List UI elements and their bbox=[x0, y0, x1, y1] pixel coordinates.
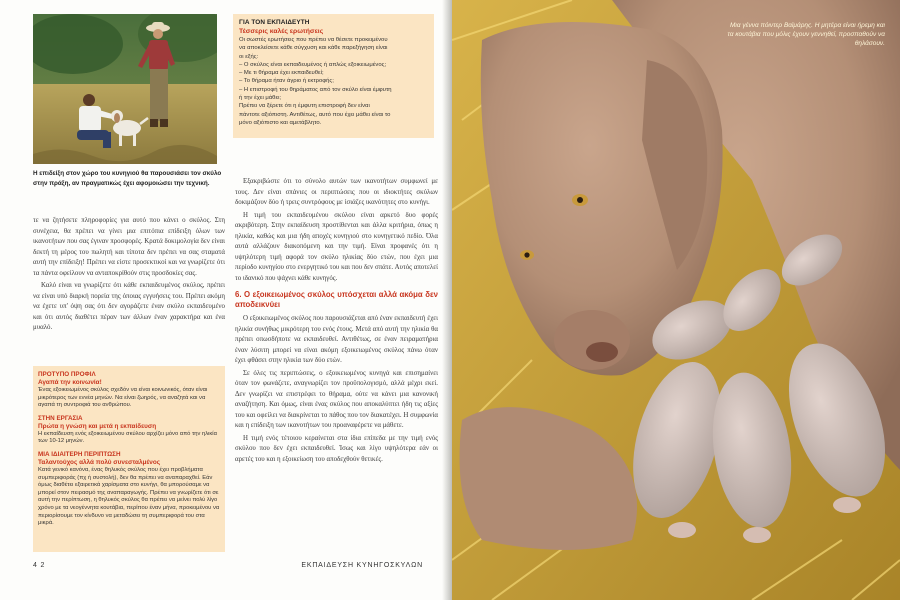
left-page bbox=[0, 0, 448, 600]
box-line: Πρέπει να ξέρετε ότι η έμφυτη επιστροφή δεν είναι bbox=[239, 103, 370, 110]
profile-section-text: Η εκπαίδευση ενός εξοικειωμένου σκύλου αρχίζει μόνο από την ηλικία των 10-12 μηνών. bbox=[38, 430, 217, 445]
page-number: 4 2 bbox=[33, 562, 46, 569]
box-line: πάντοτε αξιόπιστη. Αντιθέτως, αυτό που έχει μάθει είναι το bbox=[239, 111, 391, 118]
profile-section-heading: ΠΡΟΤΥΠΟ ΠΡΟΦΙΛ bbox=[38, 371, 96, 378]
box-line: μόνο αξιόπιστο και αμετάβλητο. bbox=[239, 119, 322, 126]
photo-caption-right: Μια γέννα πόιντερ Βαϊμάρης. Η μητέρα είναι ήρεμη και τα κουτάβια που μόλις έχουν γεννηθεί, προσπαθούν να θηλάσουν. bbox=[727, 22, 885, 47]
hunting-photo bbox=[33, 14, 217, 164]
body-paragraph: Ο εξοικειωμένος σκύλος που παρουσιάζεται από έναν εκπαιδευτή έχει ηλικία συνήθως μικρότερη του ενός έτους. Μετά από αυτή την ηλικία θα πρέπει οπωσδήποτε να εκπαιδευθεί. Αντιθέτως, σε έναν πειραματήρια έναν λύσιτη μπορεί να είναι ακόμη εξοικειωμένος σκύλος πάνω όταν έχει φθάσει στην ηλικία των δύο ετών. bbox=[235, 315, 438, 364]
box-line: – Η επιστροφή του θηράματος από τον σκύλο είναι έμφυτη bbox=[239, 86, 392, 93]
box-line: – Με τι θήραμα έχει εκπαιδευθεί; bbox=[239, 70, 324, 77]
profile-section-text: Κατά γενικό κανόνα, ένας θηλυκός σκύλος που έχει προβλήματα συμπεριφοράς (πχ ή συστολή), δεν θα πρέπει να αναπαραχθεί. Εάν όμως διαθέτει εξαιρετικά χαρίσματα στο κυνήγι, θα μπορούσαμε να μπορεί στον πειρασμό της αναπαραγωγής. Πρέπει να γνωρίζετε ότι σε αυτή την περίπτωση, η θηλυκός σκύλος θα πρέπει να μείνει πολύ λίγο χρόνο με τα νεογέννητα κουτάβια, περίπου έναν μήνα, προκειμένου να περιορίσουμε τον κίνδυνο να μεταδώσει τη συμπεριφορά του στα μικρά. bbox=[38, 466, 220, 527]
box-line: οι εξής: bbox=[239, 53, 259, 60]
page-gutter bbox=[442, 0, 452, 600]
body-paragraph: Καλό είναι να γνωρίζετε ότι κάθε εκπαιδευμένος σκύλος, πρέπει να είναι υπό διαρκή πορεία της όποιας εγγυήσεις του. Πρέπει ακόμη να έχετε υπ' όψη σας ότι δεν αγοράζετε έναν σκύλο εκπαιδευμένο και ότι αυτός διαθέτει πέραν των άλλων έναν χαρακτήρα και ένα μυαλό. bbox=[33, 282, 225, 331]
profile-info-box bbox=[33, 366, 225, 552]
left-text-column bbox=[33, 216, 225, 336]
photo-caption: Η επιδείξη στον χώρο του κυνηγιού θα παρουσιάσει τον σκύλο στην πράξη, αν πραγματικώς έχει αφομοιώσει την τεχνική. bbox=[33, 170, 222, 187]
hunting-scene-illustration bbox=[33, 14, 217, 164]
box-line: – Ο σκύλος είναι εκπαιδευμένος ή απλώς εξοικειωμένος; bbox=[239, 61, 387, 68]
trainer-questions-box bbox=[233, 14, 434, 138]
profile-section-heading: ΣΤΗΝ ΕΡΓΑΣΙΑ bbox=[38, 414, 83, 422]
profile-section-subheading: Αγαπά την κοινωνία! bbox=[38, 379, 102, 386]
box-title: ΓΙΑ ΤΟΝ ΕΚΠΑΙΔΕΥΤΗ bbox=[239, 19, 310, 26]
section-heading: 6. Ο εξοικειωμένος σκύλος υπόσχεται αλλά ακόμα δεν αποδεικνύει bbox=[235, 290, 438, 309]
box-line: – Το θήραμα ήταν άγριο ή εκτροφής; bbox=[239, 78, 334, 85]
profile-section-subheading: Ταλαντούχος αλλά πολύ συνεσταλμένος bbox=[38, 458, 161, 466]
box-line: ή την έχει μάθει; bbox=[239, 95, 282, 102]
box-line: Οι σωστές ερωτήσεις που πρέπει να θέσετε προκειμένου bbox=[239, 37, 388, 43]
body-paragraph: Εξακριβώστε ότι το σύνολο αυτών των ικανοτήτων συμφωνεί με τους. Δεν είναι σπάνιες οι περιπτώσεις που οι ιδιοκτήτες σκύλων δοκιμάζουν δύο ή τρεις συντρόφους με ίσιάζες ικανότητες στο κυνήγι. bbox=[235, 178, 438, 206]
right-page-photo bbox=[452, 0, 900, 600]
page-footer bbox=[33, 562, 423, 572]
weimaraner-litter-photo bbox=[452, 0, 900, 600]
body-paragraph: τε να ζητήσετε πληροφορίες για αυτό που κάνει ο σκύλος. Στη συνέχεια, θα πρέπει να γίνει μια επιτόπια επίδειξη όλων των ικανοτήτων που σας έγιναν προσφορές. Κρατά δοκιμολογία δεν είναι δεκτή τη μέρος του πωλητή και τίποτα δεν πρέπει να σας σταματά αυτή την επίδειξη! Πρέπει να είστε προσεκτικοί και να γνωρίζετε ότι τα πάντα οφείλουν να ανταποκρίθούν στις προσδοκίες σας. bbox=[33, 217, 225, 277]
profile-section-subheading: Πρώτα η γνώση και μετά η εκπαίδευση bbox=[38, 422, 157, 430]
body-paragraph: Η τιμή του εκπαιδευμένου σκύλου είναι αρκετό δυο φορές ακριβότερη. Στην εκπαίδευση προστίθενται και άλλα κριτήρια, όπως η ηλικία, καθώς και μια ήδη αποχές κυνηγιού στο κυνηγετικό πεδίο. Όλα αυτά αλλάζουν διακοπόμενη και την τιμή. Είναι προφανές ότι η υψηλότερη τιμή αφορά τον σκύλο ηλικίας δύο ετών, που έχει μια περίοδο κυνηγίου στο ενεργητικό του και που δεν σπάτε. Αυτός αποτελεί το ιδανικό που ψάχνει κάθε κυνηγός. bbox=[235, 211, 438, 282]
profile-section-text: Ένας εξοικειωμένος σκύλος σχεδόν να είναι κοινωνικός, όταν είναι μικρότερος των εννέα μηνών. Να είναι ζωηρός, να αναζητά και να αγαπά τη συντροφιά του ανθρώπου. bbox=[38, 387, 208, 409]
running-footer-title: ΕΚΠΑΙΔΕΥΣΗ ΚΥΝΗΓΟΣΚΥΛΩΝ bbox=[301, 562, 423, 569]
profile-section-heading: ΜΙΑ ΙΔΙΑΙΤΕΡΗ ΠΕΡΙΠΤΩΣΗ bbox=[38, 450, 121, 458]
body-paragraph: Η τιμή ενός τέτοιου κεραίνεται στα ίδια επίπεδα με την τιμή ενός σκύλου που δεν έχει εκπαιδευθεί. Ίσως και λίγο υψηλότερα εάν οι αρετές του και η εξοικείωση του αποδεχθούν θετικές. bbox=[235, 434, 438, 463]
body-paragraph: Σε όλες τις περιπτώσεις, ο εξοικειωμένος κυνηγά και επισημαίνει όταν τον φωνάζετε, αναγνωρίζει τον προϋπολογισμό, αλλά μέχρι εκεί. Δεν γνωρίζει να επιστρέφει το θήραμα, ούτε να κάνει μια κανονική αναζήτηση. Και όμως, είναι ένας σκύλος που αποκαλύπτει ήδη τις αξίες του και οφείλει να διακρίνεται το πάθος που τον διακατέχει. Η συμφωνία και η επίδειξη των ικανοτήτων του προαναφέρετε να μάθετε. bbox=[235, 369, 438, 429]
middle-text-column bbox=[235, 177, 438, 467]
box-line: να αποκλείσετε κάθε σύγχυση και κάθε παρεξήγηση είναι bbox=[239, 45, 388, 52]
box-subtitle: Τέσσερις καλές ερωτήσεις bbox=[239, 28, 324, 35]
